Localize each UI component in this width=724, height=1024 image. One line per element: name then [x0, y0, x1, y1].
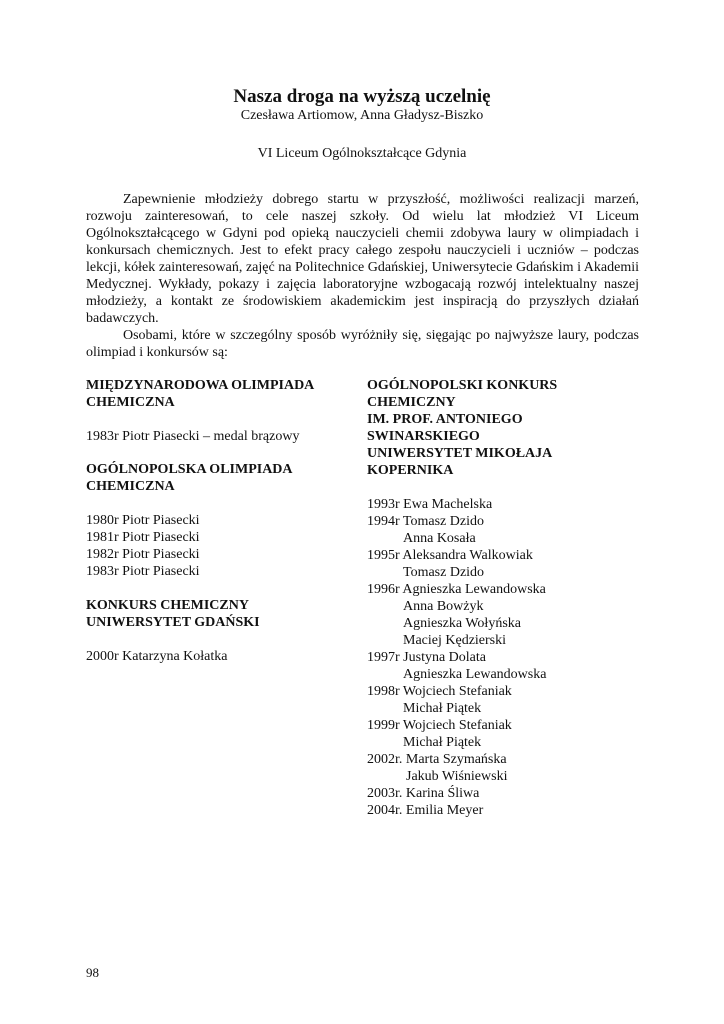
intro-paragraph: Zapewnienie młodzieży dobrego startu w przyszłość, możliwości realizacji marzeń, rozwoju zainteresowań, to cele naszej szkoły. Od wielu lat młodzież VI Liceum Ogólnokształcącego w Gdyni pod opieką nauczycieli chemii zdobywa laury w olimpiadach i konkursach chemicznych. Jest to efekt pracy całego zespołu nauczycieli i uczniów – podczas lekcji, kółek zainteresowań, zajęć na Politechnice Gdańskiej, Uniwersytecie Gdańskim i Akademii Medycznej. Wykłady, pokazy i zajęcia laboratoryjne wzbogacają rozwój intelektualny naszej młodzieży, a kontakt ze środowiskiem akademickim jest inspiracją do przyszłych działań badawczych. — [86, 192, 639, 326]
page-title: Nasza droga na wyższą uczelnię — [233, 86, 491, 107]
award-entry — [367, 581, 647, 598]
award-name: Aleksandra Walkowiak — [402, 548, 533, 563]
award-entry — [367, 564, 647, 581]
award-entry — [367, 683, 647, 700]
award-name: Tomasz Dzido — [402, 514, 484, 529]
section-heading: OGÓLNOPOLSKA OLIMPIADA — [86, 462, 293, 477]
award-name: Wojciech Stefaniak — [402, 718, 512, 733]
award-year: 1993r — [367, 497, 400, 512]
national-olympiad-section — [86, 461, 356, 580]
right-column — [367, 377, 647, 819]
award-entry — [367, 666, 647, 683]
award-entry — [367, 751, 647, 768]
award-entry: 1983r Piotr Piasecki – medal brązowy — [86, 429, 300, 444]
award-name: Wojciech Stefaniak — [402, 684, 512, 699]
award-year: 1995r — [367, 548, 400, 563]
award-entry — [367, 802, 647, 819]
section-heading: KOPERNIKA — [367, 463, 454, 478]
left-column — [86, 377, 356, 665]
award-entry — [367, 513, 647, 530]
award-year: 2003r. — [367, 786, 403, 801]
award-entry — [367, 598, 647, 615]
award-entry — [367, 632, 647, 649]
award-entry — [367, 700, 647, 717]
award-name: Jakub Wiśniewski — [406, 769, 508, 784]
award-name: Marta Szymańska — [405, 752, 507, 767]
intro-text — [86, 191, 639, 361]
award-entry — [367, 734, 647, 751]
award-entry: 1981r Piotr Piasecki — [86, 530, 200, 545]
ug-contest-section — [86, 597, 356, 665]
award-name: Ewa Machelska — [403, 497, 493, 512]
award-entry — [367, 496, 647, 513]
award-name: Agnieszka Lewandowska — [402, 582, 546, 597]
section-heading: UNIWERSYTET GDAŃSKI — [86, 615, 260, 630]
award-name: Maciej Kędzierski — [403, 633, 507, 648]
section-heading: UNIWERSYTET MIKOŁAJA — [367, 446, 553, 461]
award-name: Karina Śliwa — [405, 786, 480, 801]
section-heading: SWINARSKIEGO — [367, 429, 480, 444]
award-name: Anna Bowżyk — [403, 599, 484, 614]
award-name: Tomasz Dzido — [403, 565, 485, 580]
award-year: 1994r — [367, 514, 400, 529]
school-name: VI Liceum Ogólnokształcące Gdynia — [257, 146, 467, 161]
authors: Czesława Artiomow, Anna Gładysz-Biszko — [240, 108, 484, 123]
award-year: 1999r — [367, 718, 400, 733]
award-name: Justyna Dolata — [403, 650, 486, 665]
award-entry — [367, 768, 647, 785]
award-year: 2002r. — [367, 752, 403, 767]
award-name: Michał Piątek — [403, 735, 482, 750]
award-name: Agnieszka Wołyńska — [403, 616, 521, 631]
award-entry — [367, 649, 647, 666]
section-heading: KONKURS CHEMICZNY — [86, 598, 249, 613]
award-name: Anna Kosała — [403, 531, 476, 546]
page-number: 98 — [86, 965, 99, 980]
section-heading: CHEMICZNA — [86, 479, 175, 494]
award-year: 1998r — [367, 684, 400, 699]
award-name: Michał Piątek — [403, 701, 482, 716]
award-entry — [367, 615, 647, 632]
award-entry: 1980r Piotr Piasecki — [86, 513, 200, 528]
award-entry: 1983r Piotr Piasecki — [86, 564, 200, 579]
award-year: 2004r. — [367, 803, 403, 818]
award-entry — [367, 530, 647, 547]
award-entry — [367, 785, 647, 802]
award-entry: 1982r Piotr Piasecki — [86, 547, 200, 562]
section-heading: CHEMICZNY — [367, 395, 456, 410]
umk-contest-entries — [367, 496, 647, 819]
award-year: 1996r — [367, 582, 400, 597]
award-entry — [367, 717, 647, 734]
section-heading: CHEMICZNA — [86, 395, 175, 410]
section-heading: IM. PROF. ANTONIEGO — [367, 412, 523, 427]
international-olympiad-section — [86, 377, 356, 445]
award-entry: 2000r Katarzyna Kołatka — [86, 649, 228, 664]
section-heading: MIĘDZYNARODOWA OLIMPIADA — [86, 378, 315, 393]
intro-paragraph: Osobami, które w szczególny sposób wyróżniły się, sięgając po najwyższe laury, podczas olimpiad i konkursów są: — [86, 328, 639, 360]
award-name: Emilia Meyer — [405, 803, 484, 818]
award-year: 1997r — [367, 650, 400, 665]
section-heading: OGÓLNOPOLSKI KONKURS — [367, 378, 558, 393]
award-name: Agnieszka Lewandowska — [403, 667, 547, 682]
umk-contest-heading — [367, 377, 647, 479]
award-entry — [367, 547, 647, 564]
